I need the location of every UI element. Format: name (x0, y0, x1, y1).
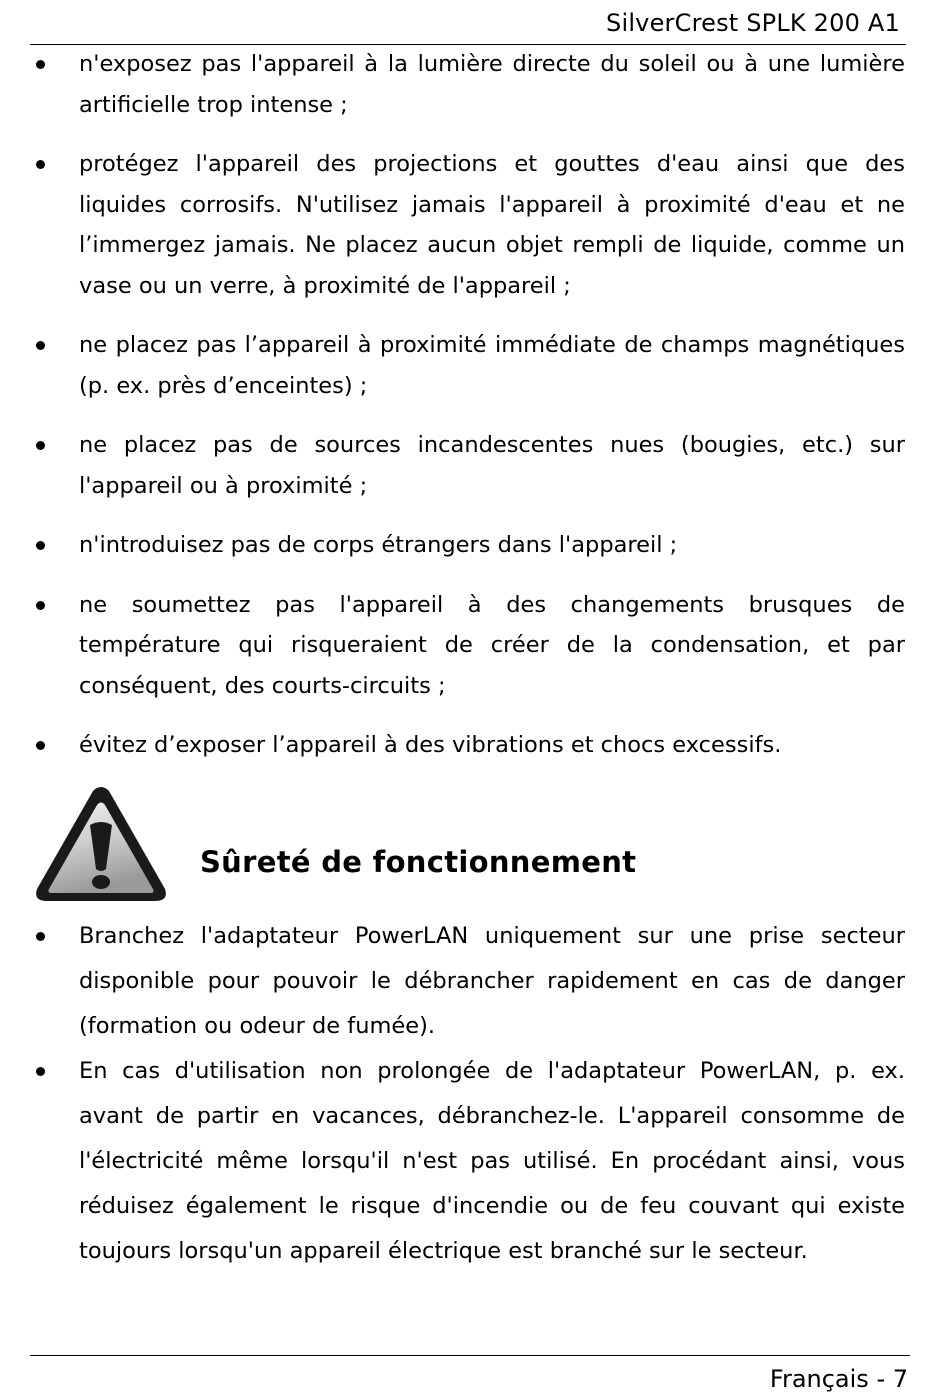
page-header (30, 0, 906, 45)
bullet-icon (36, 932, 45, 941)
section-title: Sûreté de fonctionnement (200, 845, 637, 879)
safety-list-top (0, 44, 950, 785)
bullet-icon (36, 60, 45, 69)
list-item-text: n'introduisez pas de corps étrangers dans l'appareil ; (79, 532, 678, 558)
bullet-icon (36, 341, 45, 350)
list-item (0, 725, 905, 766)
list-item-text: protégez l'appareil des projections et gouttes d'eau ainsi que des liquides corrosifs. N'utilisez jamais l'appareil à proximité d'eau et ne l’immergez jamais. Ne placez aucun objet rempli de liquide, comme un vase ou un verre, à proximité de l'appareil ; (79, 151, 905, 299)
list-item (0, 144, 905, 306)
list-item-text: évitez d’exposer l’appareil à des vibrations et chocs excessifs. (79, 732, 782, 758)
bullet-icon (36, 441, 45, 450)
list-item (0, 525, 905, 566)
list-item-text: ne placez pas de sources incandescentes nues (bougies, etc.) sur l'appareil ou à proximité ; (79, 432, 905, 499)
list-item (0, 914, 905, 1049)
bullet-icon (36, 541, 45, 550)
bullet-icon (36, 1067, 45, 1076)
list-item-text: ne soumettez pas l'appareil à des changements brusques de température qui risqueraient de créer de la condensation, et par conséquent, des courts-circuits ; (79, 591, 905, 699)
bullet-icon (36, 741, 45, 750)
header-title: SilverCrest SPLK 200 A1 (606, 9, 900, 37)
page-number: Français - 7 (769, 1365, 908, 1393)
warning-triangle-icon (33, 785, 169, 905)
list-item (0, 585, 905, 707)
list-item-text: Branchez l'adaptateur PowerLAN uniquement sur une prise secteur disponible pour pouvoir le débrancher rapidement en cas de danger (formation ou odeur de fumée). (79, 923, 905, 1039)
list-item (0, 325, 905, 406)
list-item (0, 44, 905, 125)
list-item-text: n'exposez pas l'appareil à la lumière directe du soleil ou à une lumière artificielle trop intense ; (79, 51, 905, 118)
bullet-icon (36, 601, 45, 610)
list-item-text: En cas d'utilisation non prolongée de l'adaptateur PowerLAN, p. ex. avant de partir en vacances, débranchez-le. L'appareil consomme de l'électricité même lorsqu'il n'est pas utilisé. En procédant ainsi, vous réduisez également le risque d'incendie ou de feu couvant qui existe toujours lorsqu'un appareil électrique est branché sur le secteur. (79, 1058, 905, 1264)
safety-list-bottom (0, 914, 950, 1274)
list-item-text: ne placez pas l’appareil à proximité immédiate de champs magnétiques (p. ex. près d’enceintes) ; (79, 332, 905, 399)
page-footer (30, 1355, 910, 1396)
list-item (0, 1049, 905, 1274)
bullet-icon (36, 160, 45, 169)
list-item (0, 425, 905, 506)
